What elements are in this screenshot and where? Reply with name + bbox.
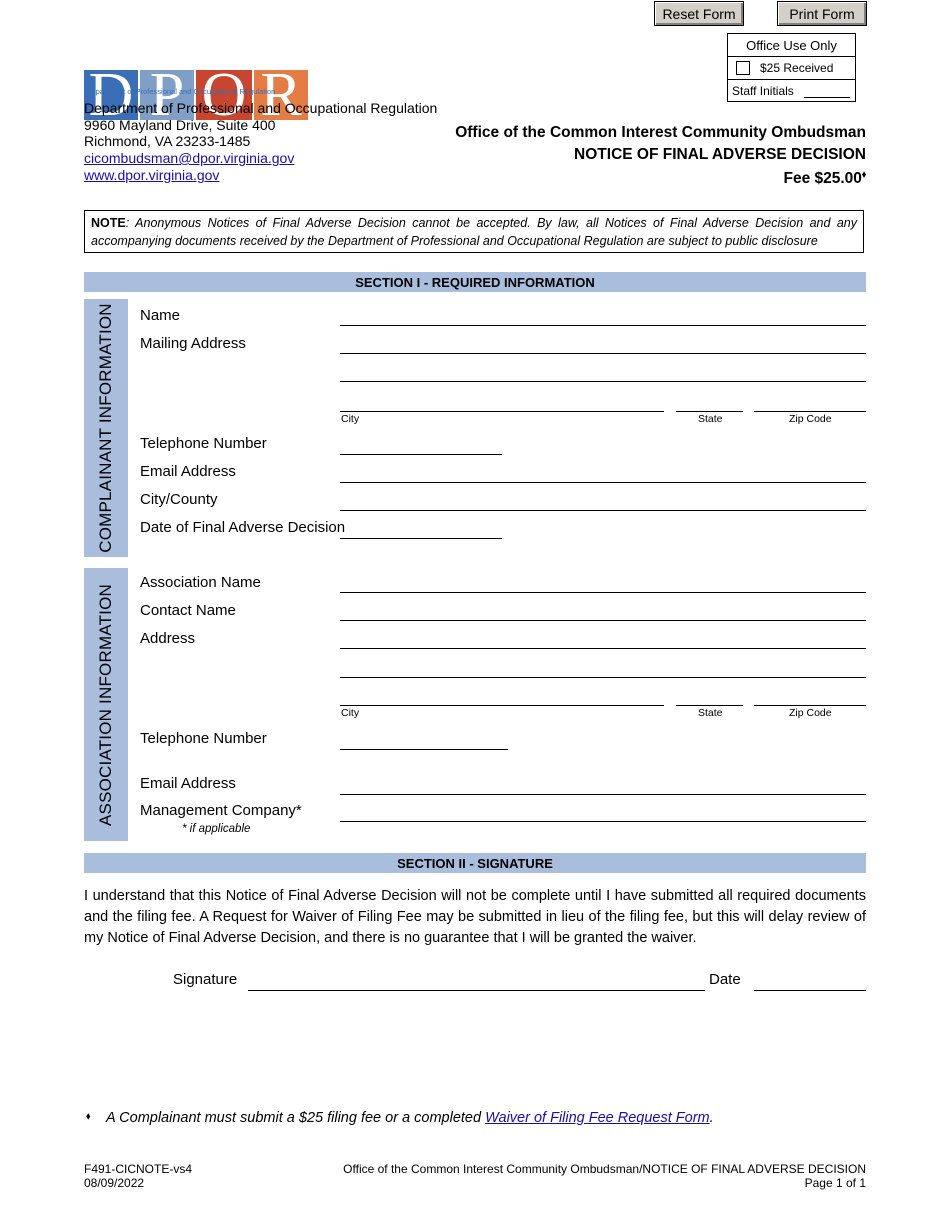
mailing-address-field-1[interactable] bbox=[340, 353, 866, 354]
page-number: Page 1 of 1 bbox=[804, 1176, 866, 1190]
management-company-field[interactable] bbox=[340, 821, 866, 822]
acknowledgement-text: I understand that this Notice of Final Adverse Decision will not be complete until I have submitted all required documents and the filing fee. A Request for Waiver of Filing Fee may be submitted in lieu of the filing fee, but this will delay review of my Notice of Final Adverse Decision, and there is no guarantee that I will be granted the waiver. bbox=[84, 888, 866, 946]
association-email-label: Email Address bbox=[140, 775, 236, 792]
logo-letter-o: O bbox=[196, 70, 252, 120]
email-field[interactable] bbox=[340, 482, 866, 483]
footer-title: Office of the Common Interest Community Ombudsman/NOTICE OF FINAL ADVERSE DECISION bbox=[343, 1162, 866, 1176]
date-label: Date bbox=[709, 971, 741, 988]
email-link[interactable]: cicombudsman@dpor.virginia.gov bbox=[84, 150, 295, 166]
association-address-label: Address bbox=[140, 630, 196, 647]
footnote-text: A Complainant must submit a $25 filing fee or a completed Waiver of Filing Fee Request Form. bbox=[106, 1110, 714, 1126]
section-1-header: SECTION I - REQUIRED INFORMATION bbox=[84, 272, 866, 292]
staff-initials-field[interactable] bbox=[804, 85, 850, 98]
name-label: Name bbox=[140, 307, 181, 324]
name-field[interactable] bbox=[340, 325, 866, 326]
association-state-field[interactable] bbox=[676, 705, 743, 706]
signature-label: Signature bbox=[173, 971, 238, 988]
decision-date-field[interactable] bbox=[340, 538, 502, 539]
date-field[interactable] bbox=[754, 990, 866, 991]
zip-caption: Zip Code bbox=[789, 413, 832, 425]
complainant-tab: COMPLAINANT INFORMATION bbox=[84, 299, 128, 557]
form-date: 08/09/2022 bbox=[84, 1176, 145, 1190]
office-title: Office of the Common Interest Community Ombudsman bbox=[455, 124, 866, 141]
association-state-caption: State bbox=[698, 707, 723, 719]
logo-letter-r: R bbox=[254, 70, 308, 120]
city-address: Richmond, VA 23233-1485 bbox=[84, 133, 251, 149]
section-2-header: SECTION II - SIGNATURE bbox=[84, 853, 866, 873]
note-text: : Anonymous Notices of Final Adverse Decision cannot be accepted. By law, all Notices of Final Adverse Decision and any accompanying documents received by the Department of Professional and Occupational Regulation are subject to public disclosure bbox=[91, 216, 857, 248]
footnote-bullet: ⬧ bbox=[86, 1111, 91, 1122]
waiver-form-link[interactable]: Waiver of Filing Fee Request Form bbox=[485, 1110, 710, 1126]
city-county-label: City/County bbox=[140, 491, 218, 508]
note-label: NOTE bbox=[91, 216, 126, 230]
office-use-title: Office Use Only bbox=[728, 34, 855, 57]
contact-name-label: Contact Name bbox=[140, 602, 236, 619]
print-form-button[interactable]: Print Form bbox=[777, 1, 867, 26]
logo-letter-d: D bbox=[84, 70, 138, 120]
state-field[interactable] bbox=[676, 411, 743, 412]
telephone-label: Telephone Number bbox=[140, 435, 267, 452]
mailing-address-field-2[interactable] bbox=[340, 381, 866, 382]
association-name-field[interactable] bbox=[340, 592, 866, 593]
association-telephone-label: Telephone Number bbox=[140, 730, 267, 747]
city-county-field[interactable] bbox=[340, 510, 866, 511]
fee-label: Fee $25.00⬧ bbox=[783, 169, 866, 188]
association-zip-caption: Zip Code bbox=[789, 707, 832, 719]
association-city-field[interactable] bbox=[340, 705, 664, 706]
mailing-address-label: Mailing Address bbox=[140, 335, 246, 352]
office-use-box bbox=[727, 33, 856, 102]
association-address-field-1[interactable] bbox=[340, 648, 866, 649]
association-zip-field[interactable] bbox=[754, 705, 866, 706]
management-company-label: Management Company* bbox=[140, 802, 302, 819]
association-address-field-2[interactable] bbox=[340, 677, 866, 678]
city-field[interactable] bbox=[340, 411, 664, 412]
email-label: Email Address bbox=[140, 463, 236, 480]
website-link[interactable]: www.dpor.virginia.gov bbox=[84, 167, 220, 183]
city-caption: City bbox=[341, 413, 360, 425]
staff-initials-label: Staff Initials bbox=[732, 84, 794, 98]
if-applicable-note: * if applicable bbox=[182, 823, 251, 835]
form-title: NOTICE OF FINAL ADVERSE DECISION bbox=[574, 146, 866, 163]
signature-field[interactable] bbox=[248, 990, 705, 991]
contact-name-field[interactable] bbox=[340, 620, 866, 621]
logo-caption: Department of Professional and Occupational Regulation bbox=[86, 87, 276, 96]
form-id: F491-CICNOTE-vs4 bbox=[84, 1162, 193, 1176]
zip-field[interactable] bbox=[754, 411, 866, 412]
decision-date-label: Date of Final Adverse Decision bbox=[140, 519, 346, 536]
street-address: 9960 Mayland Drive, Suite 400 bbox=[84, 117, 276, 133]
association-tab: ASSOCIATION INFORMATION bbox=[84, 568, 128, 841]
association-telephone-field[interactable] bbox=[340, 749, 508, 750]
dept-name: Department of Professional and Occupational Regulation bbox=[84, 100, 438, 116]
association-city-caption: City bbox=[341, 707, 360, 719]
association-name-label: Association Name bbox=[140, 574, 261, 591]
disclosure-note bbox=[84, 210, 864, 253]
dpor-logo bbox=[84, 35, 308, 120]
received-checkbox[interactable] bbox=[736, 61, 750, 75]
logo-letter-p: P bbox=[140, 70, 194, 120]
association-email-field[interactable] bbox=[340, 794, 866, 795]
telephone-field[interactable] bbox=[340, 454, 502, 455]
reset-form-button[interactable]: Reset Form bbox=[654, 1, 744, 26]
state-caption: State bbox=[698, 413, 723, 425]
received-label: $25 Received bbox=[760, 61, 834, 75]
